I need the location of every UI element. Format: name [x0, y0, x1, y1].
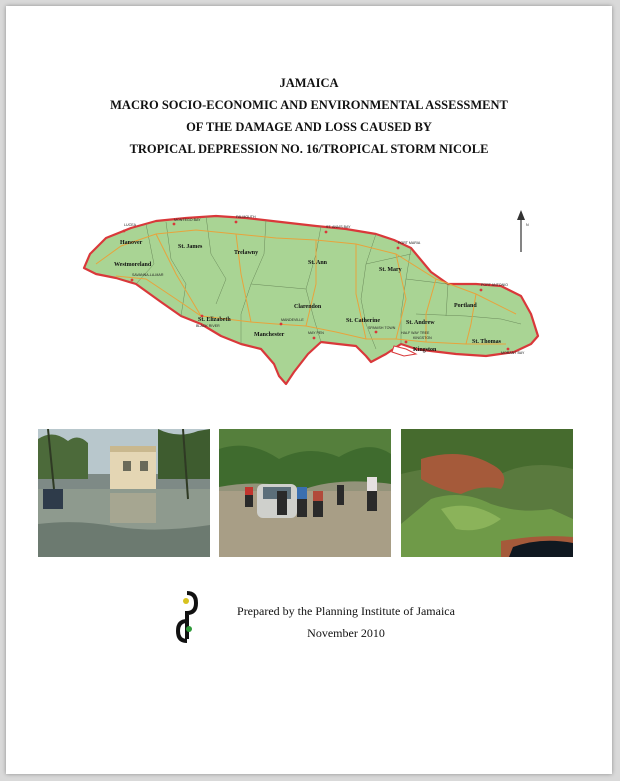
people-pushing-car-photo	[219, 429, 391, 557]
prepared-by-text: Prepared by the Planning Institute of Jamaica	[237, 604, 455, 618]
parish-label-hanover: Hanover	[120, 240, 143, 246]
title-country: JAMAICA	[279, 76, 339, 90]
town-label-black-river: BLACK RIVER	[196, 324, 220, 328]
parish-label-st-elizabeth: St. Elizabeth	[198, 317, 231, 323]
north-arrow-label: N	[526, 223, 529, 227]
map-graphic	[76, 204, 546, 404]
parish-label-st-catherine: St. Catherine	[346, 318, 380, 324]
pioj-logo-icon	[176, 591, 198, 643]
parish-label-portland: Portland	[454, 303, 477, 309]
landslide-photo	[401, 429, 573, 557]
flooded-house-photo	[38, 429, 210, 557]
parish-label-manchester: Manchester	[254, 332, 285, 338]
parish-label-st-mary: St. Mary	[379, 267, 402, 273]
town-label-may-pen: MAY PEN	[308, 331, 324, 335]
title-line-4: TROPICAL DEPRESSION NO. 16/TROPICAL STORM NICOLE	[129, 142, 489, 156]
parish-label-st-andrew: St. Andrew	[406, 320, 435, 326]
parish-label-westmoreland: Westmoreland	[114, 262, 152, 268]
parish-label-st-ann: St. Ann	[308, 260, 328, 266]
parish-label-st-thomas: St. Thomas	[472, 339, 501, 345]
parish-label-kingston: Kingston	[413, 347, 437, 353]
town-label-half-way-tree: HALF WAY TREE	[401, 331, 430, 335]
island-shape	[84, 216, 538, 384]
north-arrow-icon	[517, 210, 529, 252]
town-label-kingston: KINGSTON	[413, 336, 432, 340]
jamaica-parish-map	[76, 204, 546, 404]
publication-date: November 2010	[307, 626, 385, 640]
town-label-mandeville: MANDEVILLE	[281, 318, 304, 322]
report-cover-page	[6, 6, 612, 774]
parish-label-st-james: St. James	[178, 244, 203, 250]
title-line-3: OF THE DAMAGE AND LOSS CAUSED BY	[186, 120, 432, 134]
town-label-morant-bay: MORANT BAY	[501, 351, 525, 355]
title-line-2: MACRO SOCIO-ECONOMIC AND ENVIRONMENTAL ASSESSMENT	[110, 98, 508, 112]
town-label-spanish-town: SPANISH TOWN	[368, 326, 396, 330]
parish-label-trelawny: Trelawny	[234, 250, 259, 256]
town-label-st-anns-bay: ST. ANN'S BAY	[326, 225, 351, 229]
parish-label-clarendon: Clarendon	[294, 304, 322, 310]
town-label-port-maria: PORT MARIA	[398, 241, 421, 245]
town-label-port-antonio: PORT ANTONIO	[481, 283, 508, 287]
report-title	[6, 72, 612, 160]
town-label-falmouth: FALMOUTH	[236, 215, 256, 219]
town-label-montego-bay: MONTEGO BAY	[174, 218, 201, 222]
town-label-lucea: LUCEA	[124, 223, 136, 227]
town-label-savanna-la-mar: SAVANNA-LA-MAR	[132, 273, 164, 277]
